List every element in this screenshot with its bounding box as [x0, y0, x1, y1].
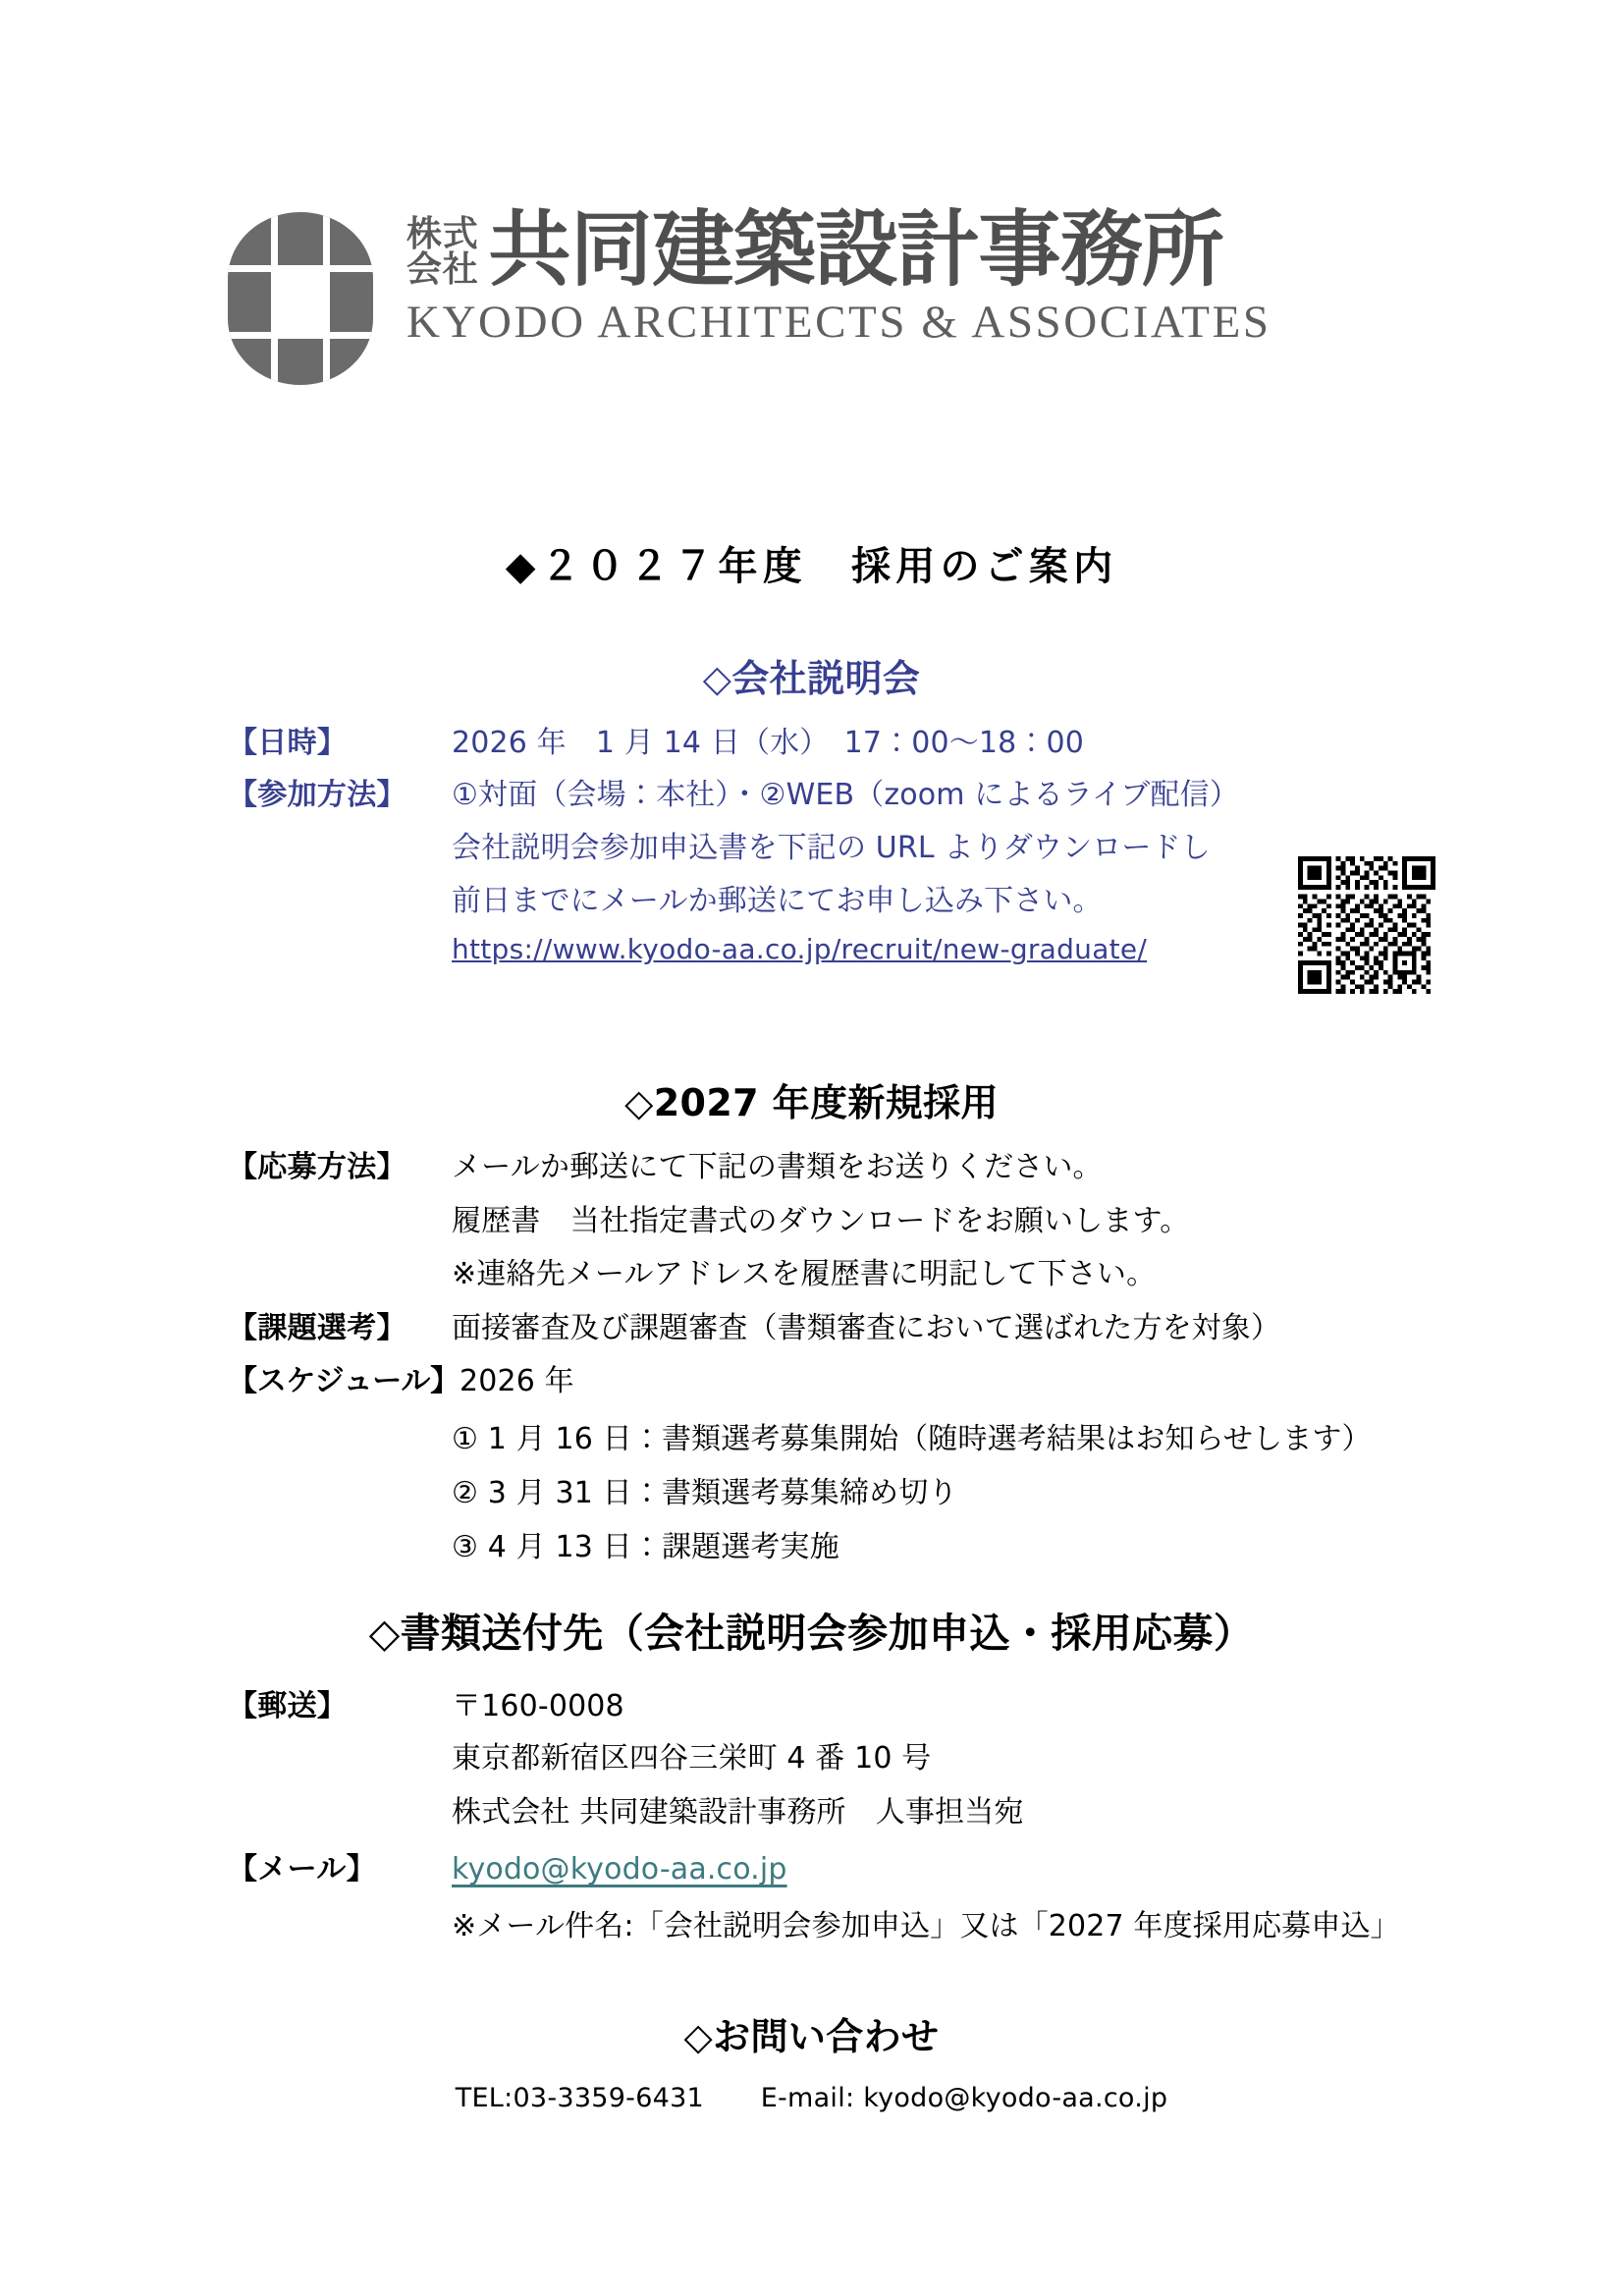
logo-company-name-jp: 共同建築設計事務所 [488, 201, 1223, 298]
apply-method-line2: 履歴書 当社指定書式のダウンロードをお願いします。 [452, 1204, 1190, 1238]
briefing-method-row [228, 770, 1239, 813]
company-logo [228, 201, 1271, 385]
postal-address: 東京都新宿区四谷三栄町 4 番 10 号 [452, 1741, 932, 1776]
logo-company-name-en: KYODO ARCHITECTS & ASSOCIATES [406, 297, 1271, 348]
briefing-method-label: 【参加方法】 [228, 778, 406, 812]
exam-row [228, 1303, 1280, 1346]
schedule-label: 【スケジュール】 [228, 1364, 460, 1398]
briefing-method-line3: 前日までにメールか郵送にてお申し込み下さい。 [452, 884, 1103, 918]
qr-code-icon [1298, 856, 1435, 994]
apply-method-row [228, 1142, 1103, 1185]
section-heading-briefing: ◇会社説明会 [702, 657, 921, 700]
footer-email: E-mail: kyodo@kyodo-aa.co.jp [760, 2083, 1168, 2113]
exam-label: 【課題選考】 [228, 1311, 406, 1345]
email-subject-note: ※メール件名:「会社説明会参加申込」又は「2027 年度採用応募申込」 [452, 1909, 1400, 1943]
section-heading-new-recruit: ◇2027 年度新規採用 [624, 1081, 999, 1124]
briefing-method-value: ①対面（会場：本社）・②WEB（zoom によるライブ配信） [452, 778, 1239, 812]
schedule-item: ② 3 月 31 日：書類選考募集締め切り [452, 1476, 958, 1510]
postal-row [228, 1681, 624, 1724]
email-address-link[interactable]: kyodo@kyodo-aa.co.jp [452, 1852, 787, 1886]
email-label: 【メール】 [228, 1852, 376, 1886]
briefing-datetime-value: 2026 年 1 月 14 日（水） 17：00〜18：00 [452, 726, 1084, 760]
schedule-item: ③ 4 月 13 日：課題選考実施 [452, 1530, 839, 1564]
schedule-row [228, 1356, 574, 1399]
logo-kabushiki-gaisha: 株式 会社 [406, 214, 479, 290]
briefing-datetime-label: 【日時】 [228, 726, 348, 760]
section-heading-contact: ◇お問い合わせ [683, 2015, 940, 2058]
briefing-datetime-row [228, 718, 1084, 761]
page-title: ◆２０２７年度 採用のご案内 [505, 544, 1118, 589]
schedule-item: ① 1 月 16 日：書類選考募集開始（随時選考結果はお知らせします） [452, 1422, 1372, 1456]
recruit-url-link[interactable]: https://www.kyodo-aa.co.jp/recruit/new-graduate/ [452, 933, 1148, 965]
schedule-year: 2026 年 [460, 1364, 574, 1398]
email-row [228, 1844, 787, 1887]
logo-mark-icon [228, 212, 373, 385]
exam-value: 面接審査及び課題審査（書類審査において選ばれた方を対象） [452, 1311, 1281, 1345]
postal-recipient: 株式会社 共同建築設計事務所 人事担当宛 [452, 1795, 1024, 1830]
logo-wordmark [406, 201, 1271, 348]
apply-method-label: 【応募方法】 [228, 1150, 406, 1184]
briefing-method-line2: 会社説明会参加申込書を下記の URL よりダウンロードし [452, 831, 1211, 865]
apply-method-line3: ※連絡先メールアドレスを履歴書に明記して下さい。 [452, 1257, 1157, 1291]
footer-contact-line [0, 2083, 1623, 2113]
footer-tel: TEL:03-3359-6431 [455, 2083, 704, 2113]
apply-method-line1: メールか郵送にて下記の書類をお送りください。 [452, 1150, 1103, 1184]
section-heading-submission: ◇書類送付先（会社説明会参加申込・採用応募） [368, 1610, 1255, 1657]
postal-label: 【郵送】 [228, 1689, 348, 1723]
postal-zip: 〒160-0008 [452, 1689, 624, 1723]
